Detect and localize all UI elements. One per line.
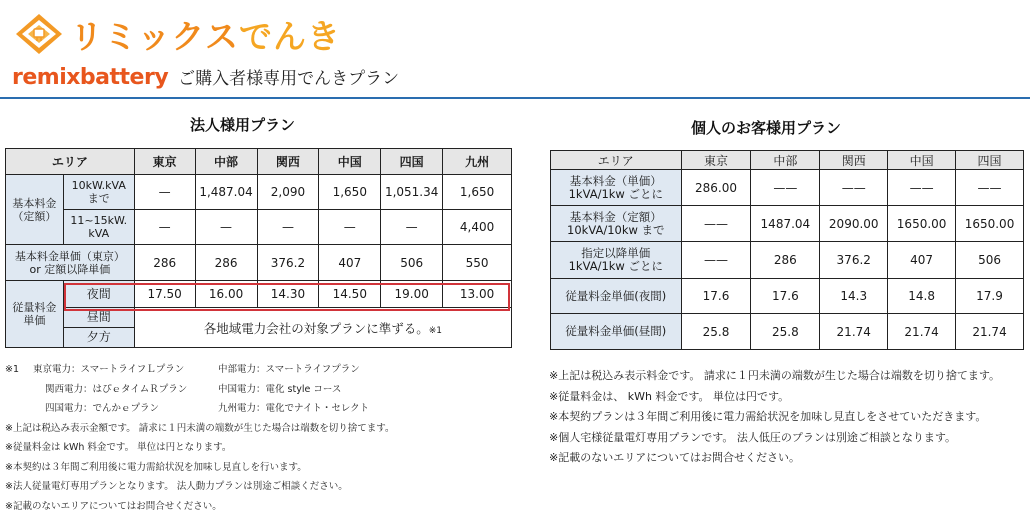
- table-row-night: [6, 281, 512, 308]
- table-row: [551, 206, 1024, 242]
- plan-name: 中部電力：スマートライフプラン: [218, 360, 360, 380]
- list-item: ※従量料金は kWh 料金です。 単位は円となります。: [5, 438, 394, 458]
- plan-name: 九州電力：電化でナイト・セレクト: [218, 399, 369, 419]
- merged-note-cell: [134, 308, 511, 348]
- col-header-chubu: 中部: [195, 149, 257, 175]
- table-cell: ——: [681, 242, 751, 279]
- plan-name: 東京電力：スマートライフＬプラン: [33, 360, 184, 380]
- table-cell: 4,400: [443, 210, 512, 245]
- unit-price-label-line1: 基本料金単価（東京）: [6, 250, 134, 263]
- table-cell: 1650.00: [888, 206, 956, 242]
- table-cell: —: [381, 210, 443, 245]
- table-cell: ——: [888, 170, 956, 206]
- table-cell: 506: [381, 245, 443, 281]
- brand-name: remixbattery: [12, 65, 168, 90]
- table-cell: 286: [134, 245, 195, 281]
- col-header-kansai: 関西: [257, 149, 319, 175]
- table-cell: 550: [443, 245, 512, 281]
- table-cell: 1,487.04: [195, 175, 257, 210]
- list-item: ※記載のないエリアについてはお問合せください。: [549, 448, 1000, 469]
- table-cell: 286: [751, 242, 820, 279]
- list-item: ※記載のないエリアについてはお問合せください。: [5, 497, 394, 516]
- col-header-shikoku: 四国: [381, 149, 443, 175]
- basic-fee-label: 基本料金 （定額）: [6, 175, 64, 245]
- col-header-tokyo: 東京: [681, 151, 751, 170]
- table-cell: 1,650: [443, 175, 512, 210]
- table-cell: 17.6: [681, 279, 751, 314]
- merged-note: 各地域電力会社の対象プランに準ずる。: [204, 321, 429, 336]
- table-cell: 13.00: [443, 281, 512, 308]
- row-label: 基本料金（単価） 1kVA/1kw ごとに: [551, 170, 682, 206]
- table-row: [6, 210, 512, 245]
- table-cell: 17.6: [751, 279, 820, 314]
- table-cell: 17.9: [956, 279, 1024, 314]
- table-cell: 376.2: [257, 245, 319, 281]
- row-label: 従量料金単価(昼間): [551, 314, 682, 350]
- metered-fee-label: 従量料金 単価: [6, 281, 64, 348]
- personal-price-table: [550, 150, 1024, 350]
- corporate-price-table: [5, 148, 512, 348]
- table-cell: 21.74: [888, 314, 956, 350]
- evening-label: 夕方: [63, 328, 134, 348]
- brand-row: [12, 64, 399, 90]
- table-cell: 1487.04: [751, 206, 820, 242]
- note-mark: ※1: [5, 364, 19, 375]
- table-cell: 21.74: [820, 314, 888, 350]
- list-item: ※従量料金は、 kWh 料金です。 単位は円です。: [549, 387, 1000, 408]
- table-cell: 2090.00: [820, 206, 888, 242]
- plan-name: 四国電力：でんかｅプラン: [45, 399, 159, 419]
- table-cell: 16.00: [195, 281, 257, 308]
- tier-label: 11~15kW. kVA: [63, 210, 134, 245]
- list-item: ※法人従量電灯専用プランとなります。 法人動力プランは別途ご相談ください。: [5, 477, 394, 497]
- table-cell: 1,650: [319, 175, 381, 210]
- logo-text-remix: リミックス: [70, 17, 239, 56]
- table-cell: 286.00: [681, 170, 751, 206]
- table-row: [551, 170, 1024, 206]
- row-label: 従量料金単価(夜間): [551, 279, 682, 314]
- personal-plan-title: 個人のお客様用プラン: [691, 117, 841, 138]
- logo-text-denki: でんき: [239, 17, 341, 56]
- table-cell: 14.30: [257, 281, 319, 308]
- personal-notes: [549, 366, 1000, 469]
- table-header-row: [551, 151, 1024, 170]
- table-cell: ——: [956, 170, 1024, 206]
- list-item: ※個人宅様従量電灯専用プランです。 法人低圧のプランは別途ご相談となります。: [549, 428, 1000, 449]
- table-row: [6, 175, 512, 210]
- list-item: [5, 380, 394, 400]
- list-item: ※上記は税込み表示料金です。 請求に１円未満の端数が生じた場合は端数を切り捨てます。: [549, 366, 1000, 387]
- list-item: ※上記は税込み表示金額です。 請求に１円未満の端数が生じた場合は端数を切り捨てます。: [5, 419, 394, 439]
- table-header-row: [6, 149, 512, 175]
- logo-wordmark: [70, 11, 341, 58]
- col-header-shikoku: 四国: [956, 151, 1024, 170]
- table-cell: 2,090: [257, 175, 319, 210]
- table-cell: 14.50: [319, 281, 381, 308]
- table-cell: 14.3: [820, 279, 888, 314]
- header-divider: [0, 97, 1030, 99]
- table-cell: 506: [956, 242, 1024, 279]
- logo: [14, 6, 341, 62]
- row-label: 指定以降単価 1kVA/1kw ごとに: [551, 242, 682, 279]
- merged-note-mark: ※1: [429, 326, 442, 336]
- list-item: [5, 360, 394, 380]
- table-cell: 17.50: [134, 281, 195, 308]
- table-cell: —: [134, 210, 195, 245]
- corporate-plan-title: 法人様用プラン: [190, 114, 295, 135]
- col-header-chubu: 中部: [751, 151, 820, 170]
- table-cell: 286: [195, 245, 257, 281]
- plan-name: 関西電力：はぴｅタイムＲプラン: [45, 380, 187, 400]
- list-item: ※本契約プランは３年間ご利用後に電力需給状況を加味し見直しをさせていただきます。: [549, 407, 1000, 428]
- col-header-tokyo: 東京: [134, 149, 195, 175]
- list-item: [5, 399, 394, 419]
- list-item: ※本契約は３年間ご利用後に電力需給状況を加味し見直しを行います。: [5, 458, 394, 478]
- table-cell: 376.2: [820, 242, 888, 279]
- col-header-kansai: 関西: [820, 151, 888, 170]
- col-header-chugoku: 中国: [319, 149, 381, 175]
- table-row: [551, 242, 1024, 279]
- area-header: エリア: [551, 151, 682, 170]
- battery-plug-icon: [14, 12, 64, 56]
- col-header-kyushu: 九州: [443, 149, 512, 175]
- table-row: [6, 245, 512, 281]
- table-row: [551, 279, 1024, 314]
- table-cell: —: [195, 210, 257, 245]
- table-cell: 19.00: [381, 281, 443, 308]
- table-cell: 25.8: [751, 314, 820, 350]
- table-cell: 1650.00: [956, 206, 1024, 242]
- unit-price-label-line2: or 定額以降単価: [6, 263, 134, 276]
- table-cell: ——: [751, 170, 820, 206]
- table-row-day: [6, 308, 512, 328]
- table-cell: 14.8: [888, 279, 956, 314]
- plan-name: 中国電力：電化 style コース: [218, 380, 341, 400]
- table-cell: 25.8: [681, 314, 751, 350]
- table-cell: 407: [888, 242, 956, 279]
- tier-label: 10kW.kVA まで: [63, 175, 134, 210]
- table-cell: ——: [681, 206, 751, 242]
- table-cell: 407: [319, 245, 381, 281]
- corporate-notes: [5, 360, 394, 516]
- area-header: エリア: [6, 149, 135, 175]
- table-row: [551, 314, 1024, 350]
- table-cell: 21.74: [956, 314, 1024, 350]
- day-label: 昼間: [63, 308, 134, 328]
- col-header-chugoku: 中国: [888, 151, 956, 170]
- table-cell: ——: [820, 170, 888, 206]
- table-cell: —: [134, 175, 195, 210]
- night-label: 夜間: [63, 281, 134, 308]
- unit-price-label: [6, 245, 135, 281]
- table-cell: —: [319, 210, 381, 245]
- table-cell: —: [257, 210, 319, 245]
- table-cell: 1,051.34: [381, 175, 443, 210]
- page-tagline: ご購入者様専用でんきプラン: [178, 64, 399, 89]
- row-label: 基本料金（定額） 10kVA/10kw まで: [551, 206, 682, 242]
